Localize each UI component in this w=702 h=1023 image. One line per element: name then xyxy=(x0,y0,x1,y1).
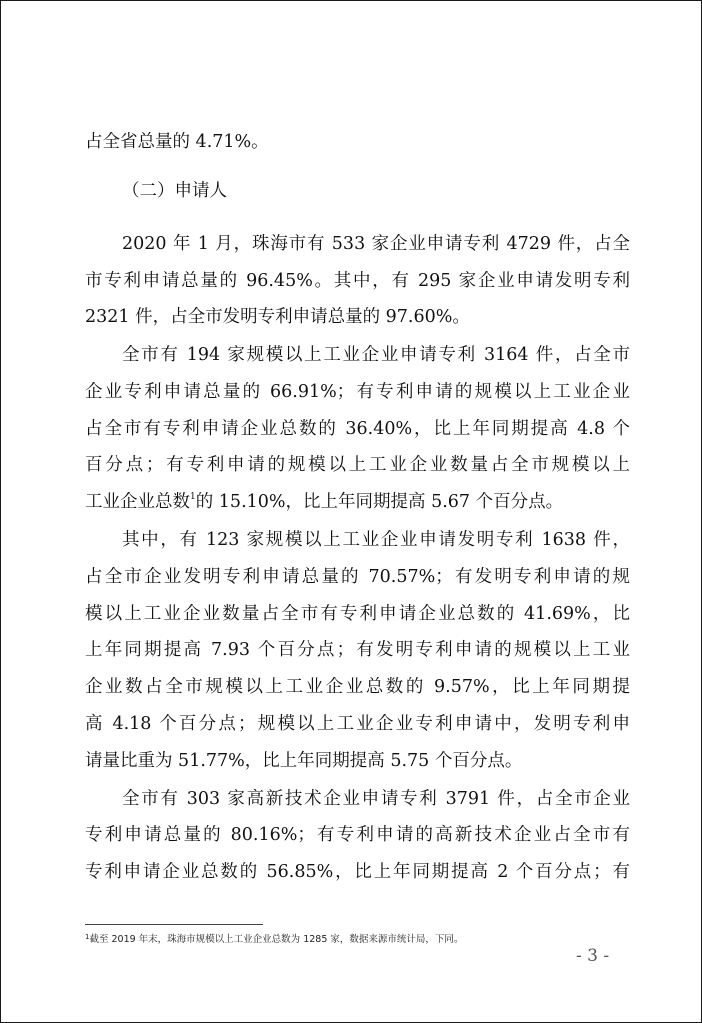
paragraph-line: 企业数占全市规模以上工业企业总数的 9.57%，比上年同期提 xyxy=(85,677,630,697)
paragraph-line: 上年同期提高 7.93 个百分点；有发明专利申请的规模以上工业 xyxy=(85,640,630,660)
paragraph-text: 的 15.10%，比上年同期提高 5.67 个百分点。 xyxy=(195,492,564,512)
paragraph-line: 专利申请企业总数的 56.85%，比上年同期提高 2 个百分点；有 xyxy=(85,862,630,882)
paragraph-line: 2020 年 1 月，珠海市有 533 家企业申请专利 4729 件，占全 xyxy=(122,234,630,254)
paragraph-line: 占全市有专利申请企业总数的 36.40%，比上年同期提高 4.8 个 xyxy=(85,419,630,439)
paragraph-line: 2321 件，占全市发明专利申请总量的 97.60%。 xyxy=(85,307,470,327)
intro-line: 占全省总量的 4.71%。 xyxy=(85,132,269,152)
paragraph-line: 专利申请总量的 80.16%；有专利申请的高新技术企业占全市有 xyxy=(85,825,630,845)
footnote-marker: 1 xyxy=(85,933,90,941)
paragraph-line: 全市有 194 家规模以上工业企业申请专利 3164 件，占全市 xyxy=(122,345,630,365)
footnote-divider xyxy=(85,924,263,925)
paragraph-line: 百分点；有专利申请的规模以上工业企业数量占全市规模以上 xyxy=(85,455,630,475)
footnote-text: 截至 2019 年末，珠海市规模以上工业企业总数为 1285 家，数据来源市统计局，下同。 xyxy=(89,934,464,945)
paragraph-line: 模以上工业企业数量占全市有专利申请企业总数的 41.69%，比 xyxy=(85,604,630,624)
paragraph-line: 占全市企业发明专利申请总量的 70.57%；有发明专利申请的规 xyxy=(85,567,630,587)
footnote-ref: 1 xyxy=(190,492,196,502)
footnote xyxy=(85,933,463,947)
paragraph-line: 高 4.18 个百分点；规模以上工业企业专利申请中，发明专利申 xyxy=(85,714,630,734)
paragraph-line: 请量比重为 51.77%，比上年同期提高 5.75 个百分点。 xyxy=(85,751,523,771)
paragraph-last-line xyxy=(85,490,563,514)
body-text xyxy=(85,1,630,901)
paragraph-line: 市专利申请总量的 96.45%。其中，有 295 家企业申请发明专利 xyxy=(85,271,630,291)
paragraph-line: 全市有 303 家高新技术企业申请专利 3791 件，占全市企业 xyxy=(122,789,630,809)
paragraph-line: 企业专利申请总量的 66.91%；有专利申请的规模以上工业企业 xyxy=(85,382,630,402)
paragraph-text: 工业企业总数 xyxy=(85,492,190,512)
page-number: - 3 - xyxy=(576,946,610,966)
paragraph-line: 其中，有 123 家规模以上工业企业申请发明专利 1638 件， xyxy=(122,530,630,550)
section-heading: （二）申请人 xyxy=(122,181,227,201)
